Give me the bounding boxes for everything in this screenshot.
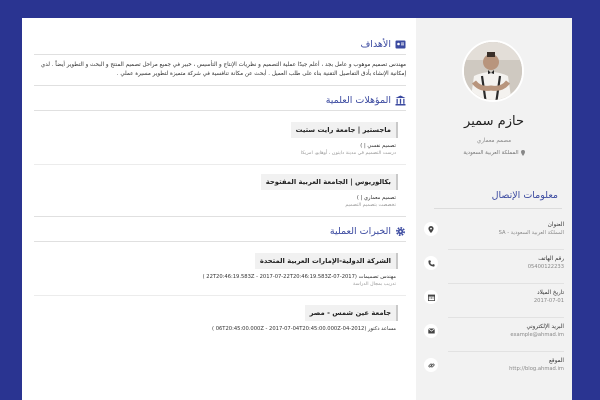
entry-description: درست التصميم في مدينة دايتون ، أوهايو، امريكا: [300, 151, 396, 156]
map-pin-icon: [521, 150, 525, 156]
main-column: [22, 18, 416, 400]
entry-description: تدريب بمجال الدراسة: [353, 282, 396, 287]
divider: [448, 351, 564, 352]
contact-label: العنوان: [547, 222, 564, 228]
contact-heading: معلومات الإتصال: [491, 190, 558, 201]
divider: [34, 216, 406, 217]
contact-value: 2017-07-01: [533, 298, 564, 304]
id-card-icon: [395, 39, 406, 50]
objectives-text: مهندس تصميم موهوب و عامل بجد ، أعلم جيدًا عملية التصميم و نظريات الإنتاج و التأسيس ، خبير في جميع مراحل تصميم المنتج و البحث و التطوير أيضاً . لدي إمكانية الإنشاء بأدق التفاصيل التقنية بناء على طلب العميل . أبحث عن مكانة تنافسية في شركة متميزة لتطوير مسيرة عملي .: [40, 62, 406, 77]
location-icon: [424, 222, 438, 236]
divider: [448, 283, 564, 284]
contact-label: الموقع: [548, 358, 564, 364]
profile-name: حازم سمير: [464, 114, 524, 129]
experience-entry: [34, 300, 406, 333]
contact-item-address: [424, 218, 564, 252]
contact-item-website: [424, 354, 564, 388]
education-entry: [34, 117, 406, 158]
calendar-icon: [424, 290, 438, 304]
objectives-heading: [34, 36, 406, 52]
entry-role: مساعد دكتور (2012-04-06T20:45:00.000Z - 2017-07-04T20:45:00.000Z ): [212, 326, 396, 332]
contact-item-phone: [424, 252, 564, 286]
divider: [34, 110, 406, 111]
contact-value[interactable]: example@ahmad.im: [510, 332, 564, 338]
entry-heading: الشركة الدولية-الإمارات العربية المتحدة: [255, 253, 398, 269]
divider: [448, 249, 564, 250]
contact-label: البريد الإلكتروني: [526, 324, 564, 330]
experience-entry: [34, 248, 406, 289]
experience-title: الخبرات العملية: [329, 225, 391, 237]
divider: [434, 208, 562, 209]
entry-heading: جامعة عين شمس - مصر: [305, 305, 398, 321]
link-icon: [424, 358, 438, 372]
envelope-icon: [424, 324, 438, 338]
contact-value: 05400122233: [527, 264, 564, 270]
contact-label: رقم الهاتف: [538, 256, 564, 262]
objectives-title: الأهداف: [360, 38, 391, 50]
profile-location: [416, 150, 572, 156]
entry-description: تخصصت بتصميم التصميم: [345, 203, 396, 208]
contact-list: [424, 218, 564, 388]
education-title: المؤهلات العلمية: [325, 94, 391, 106]
resume-sheet: [22, 18, 572, 400]
divider: [34, 241, 406, 242]
contact-value: المملكة العربية السعودية - SA: [498, 230, 564, 236]
entry-role: تصميم نفسي | ): [360, 143, 396, 149]
divider: [34, 164, 406, 165]
entry-heading: ماجستير | جامعة رايت ستيت: [291, 122, 398, 138]
entry-heading: بكالوريوس | الجامعة العربية المفتوحة: [261, 174, 398, 190]
profile-job-title: مصمم معماري: [476, 138, 512, 144]
education-heading: [34, 92, 406, 108]
contact-label: تاريخ الميلاد: [537, 290, 564, 296]
divider: [34, 54, 406, 55]
location-text: المملكة العربية السعودية: [463, 150, 519, 156]
profile-sidebar: [416, 18, 572, 400]
contact-item-email: [424, 320, 564, 354]
divider: [448, 317, 564, 318]
avatar: [462, 40, 524, 102]
phone-icon: [424, 256, 438, 270]
entry-role: مهندس تصميمات (2017-07-22T20:46:19.583Z - 2017-07-22T20:46:19.583Z ): [202, 274, 396, 280]
university-icon: [395, 95, 406, 106]
entry-role: تصميم معماري | ): [356, 195, 396, 201]
divider: [34, 85, 406, 86]
contact-item-birthdate: [424, 286, 564, 320]
education-entry: [34, 169, 406, 210]
experience-heading: [34, 223, 406, 239]
gear-icon: [395, 226, 406, 237]
contact-value[interactable]: http://blog.ahmad.im: [509, 366, 564, 372]
divider: [34, 295, 406, 296]
